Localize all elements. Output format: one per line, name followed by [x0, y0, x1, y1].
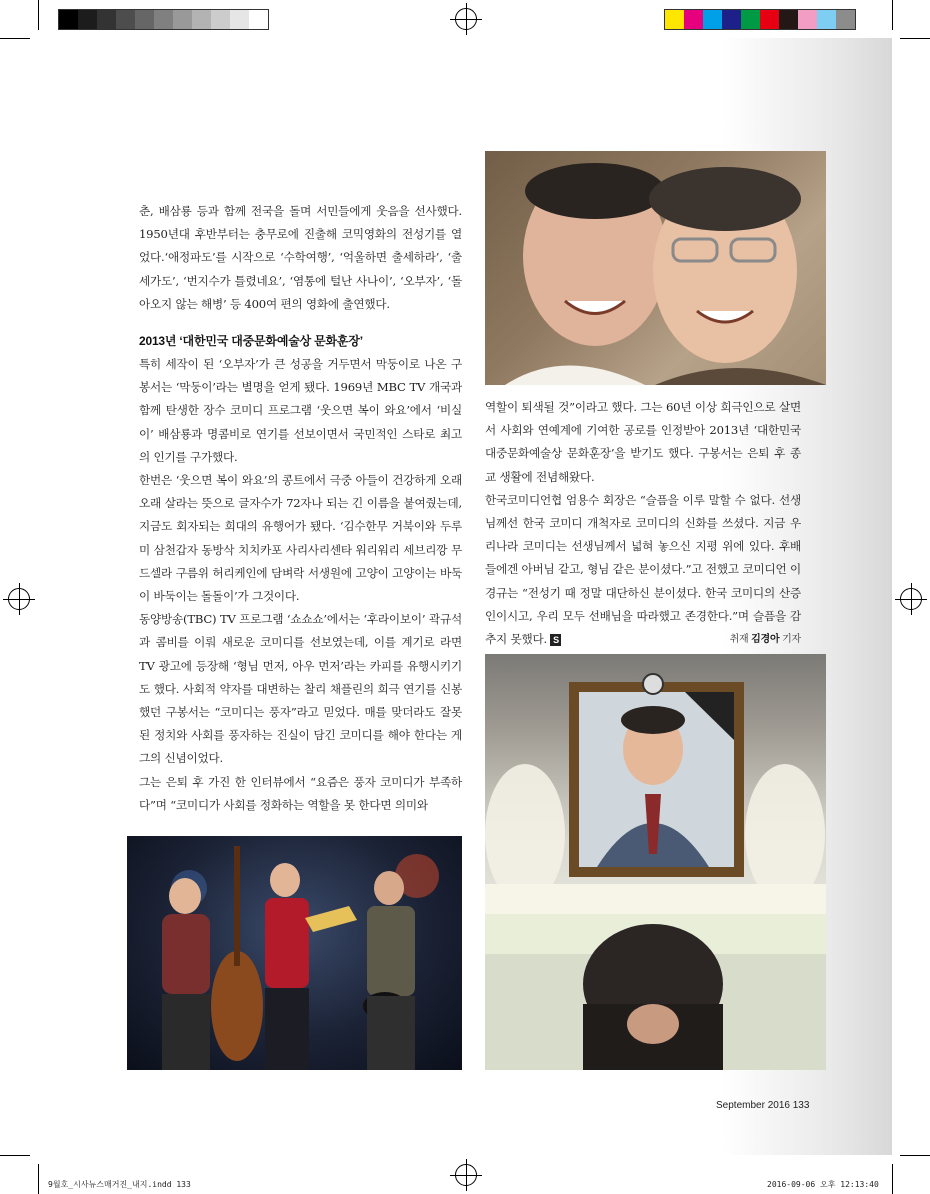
article-column-right [485, 396, 801, 651]
article-column-left [139, 200, 462, 817]
crop-mark [38, 1164, 39, 1194]
photo-comedy-band [127, 836, 462, 1070]
byline: 취재 김경아 기자 [729, 634, 801, 646]
byline-name: 김경아 [751, 634, 780, 646]
article-paragraph: 한번은 ‘웃으면 복이 와요’의 콩트에서 극중 아들이 건강하게 오래오래 살라는 뜻으로 글자수가 72자나 되는 긴 이름을 붙여줬는데, 지금도 회자되는 희대의 유행어가 됐다. ‘김수한무 거북이와 두루미 삼천갑자 동방삭 치치카포 사리사리센타 워리워리 세브리깡 무드셀라 구름위 허리케인에 담벼락 서생원에 고양이 고양이는 바둑이 바둑이는 돌돌이’가 그것이다. [139, 473, 462, 604]
color-swatch [741, 10, 760, 29]
grey-swatch [230, 10, 249, 29]
color-swatch [760, 10, 779, 29]
grey-swatch [173, 10, 192, 29]
grey-swatch [249, 10, 268, 29]
crop-mark [900, 1155, 930, 1156]
color-swatch [779, 10, 798, 29]
grey-swatch [192, 10, 211, 29]
color-swatch [684, 10, 703, 29]
color-swatch [665, 10, 684, 29]
grey-control-strip [58, 9, 269, 30]
color-swatch [817, 10, 836, 29]
grey-swatch [154, 10, 173, 29]
crop-mark [892, 1164, 893, 1194]
article-paragraph: 특히 세작이 된 ‘오부자’가 큰 성공을 거두면서 막둥이로 나온 구봉서는 ‘막둥이’라는 별명을 얻게 됐다. 1969년 MBC TV 개국과 함께 탄생한 장수 코미디 프로그램 ‘웃으면 복이 와요’에서 ‘비실이’ 배삼룡과 명콤비로 연기를 선보이면서 국민적인 스타로 최고의 인기를 구가했다. [139, 357, 462, 464]
section-subheading: 2013년 ‘대한민국 대중문화예술상 문화훈장’ [139, 334, 363, 349]
grey-swatch [97, 10, 116, 29]
grey-swatch [59, 10, 78, 29]
article-paragraph: 한국코미디언협 엄용수 회장은 “슬픔을 이루 말할 수 없다. 선생님께선 한국 코미디 개척자로 코미디의 신화를 쓰셨다. 지금 우리나라 코미디는 선생님께서 넓혀 놓으신 지평 위에 있다. 후배들에겐 아버님 같고, 형님 같은 분이셨다.”고 전했고 코미디언 이경규는 “전성기 때 정말 대단하신 분이셨다. 한국 코미디의 산증인이시고, 우리 모두 선배님을 따라했고 존경한다.”며 슬픔을 감추지 못했다. S 취재 김경아 기자 [485, 489, 801, 651]
registration-mark-icon [455, 1164, 477, 1186]
article-paragraph: 역할이 퇴색될 것”이라고 했다. 그는 60년 이상 희극인으로 살면서 사회와 연예계에 기여한 공로를 인정받아 2013년 ‘대한민국 대중문화예술상 문화훈장’을 받기도 했다. 구봉서는 은퇴 후 종교 생활에 전념해왔다. [485, 400, 801, 484]
crop-mark [900, 38, 930, 39]
color-swatch [703, 10, 722, 29]
registration-mark-icon [900, 588, 922, 610]
registration-mark-icon [455, 8, 477, 30]
page-folio: September 2016 133 [716, 1100, 810, 1111]
crop-mark [0, 38, 30, 39]
grey-swatch [78, 10, 97, 29]
article-paragraph: 동양방송(TBC) TV 프로그램 ‘쇼쇼쇼’에서는 ‘후라이보이’ 곽규석과 콤비를 이뤄 새로운 코미디를 선보였는데, 이를 계기로 라면 TV 광고에 등장해 ‘형님 먼저, 아우 먼저’라는 카피를 유행시키기도 했다. 사회적 약자를 대변하는 찰리 채플린의 희극 연기를 신봉했던 구봉서는 “코미디는 풍자”라고 믿었다. 매를 맞더라도 잘못된 정치와 사회를 풍자하는 진실이 담긴 코미디를 해야 한다는 게 그의 신념이었다. [139, 612, 462, 766]
file-slug: 9월호_시사뉴스매거진_내지.indd 133 [48, 1180, 191, 1189]
grey-swatch [135, 10, 154, 29]
registration-mark-icon [8, 588, 30, 610]
crop-mark [0, 1155, 30, 1156]
article-paragraph: 그는 은퇴 후 가진 한 인터뷰에서 “요즘은 풍자 코미디가 부족하다”며 “코미디가 사회를 정화하는 역할을 못 한다면 의미와 [139, 774, 462, 812]
grey-swatch [116, 10, 135, 29]
color-swatch [722, 10, 741, 29]
color-swatch [836, 10, 855, 29]
crop-mark [892, 0, 893, 30]
color-swatch [798, 10, 817, 29]
photo-memorial-altar [485, 654, 826, 1070]
grey-swatch [211, 10, 230, 29]
article-paragraph: 춘, 배삼룡 등과 함께 전국을 돌며 서민들에게 웃음을 선사했다. 1950년대 후반부터는 충무로에 진출해 코믹영화의 전성기를 열었다.‘애정파도’를 시작으로 ‘수학여행’, ‘억울하면 출세하라’, ‘출세가도’, ‘번지수가 틀렸네요’, ‘염통에 털난 사나이’, ‘오부자’, ‘돌아오지 않는 해병’ 등 400여 편의 영화에 출연했다. [139, 204, 462, 311]
color-control-strip [664, 9, 856, 30]
print-timestamp: 2016-09-06 오후 12:13:40 [767, 1180, 879, 1189]
end-mark-icon: S [550, 634, 561, 646]
photo-two-comedians [485, 151, 826, 385]
crop-mark [38, 0, 39, 30]
